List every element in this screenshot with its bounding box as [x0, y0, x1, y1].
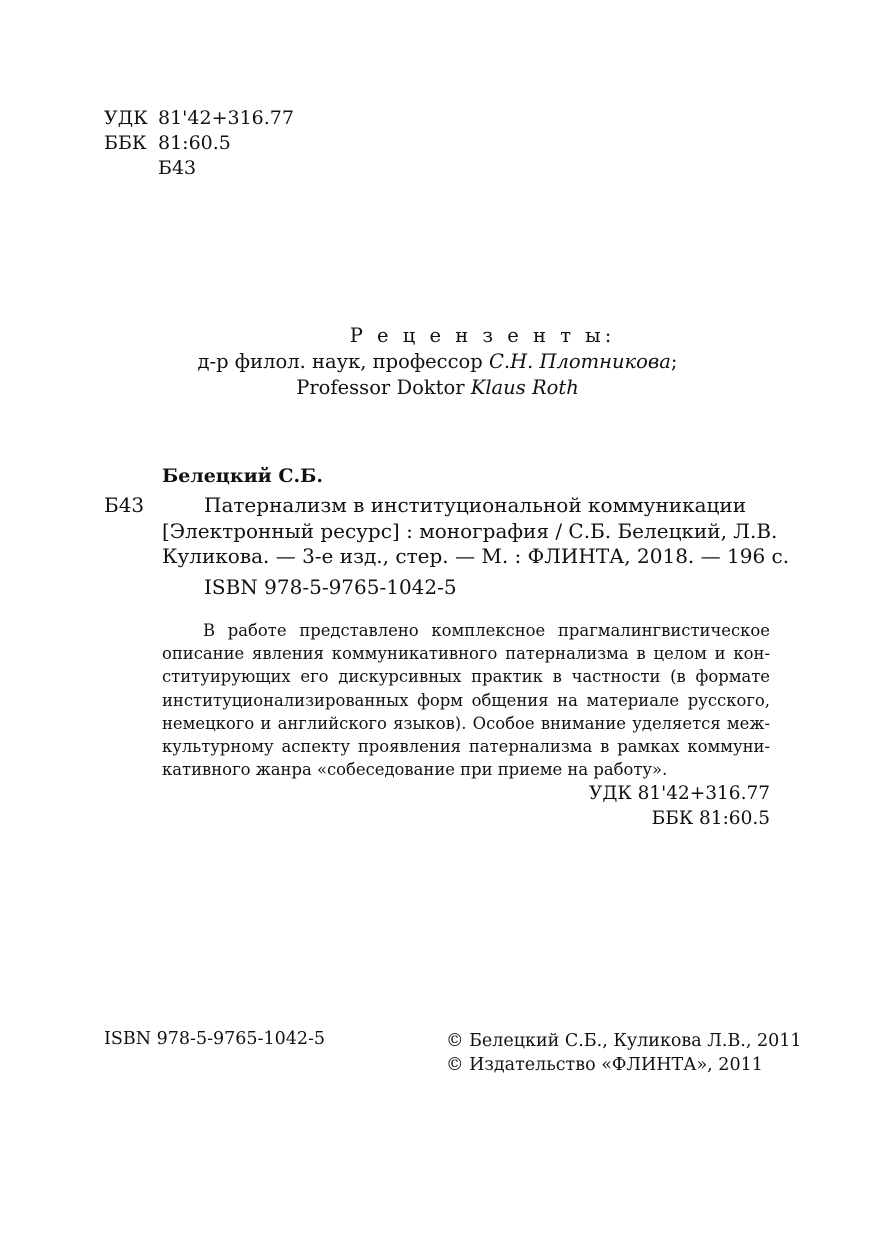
classification-block-bottom [589, 781, 770, 831]
reviewer-1 [0, 349, 875, 375]
copyright-publisher: © Издательство «ФЛИНТА», 2011 [446, 1055, 763, 1075]
abstract-line: ституирующих его дискурсивных практик в частности (в формате [162, 667, 770, 687]
record-line: Патернализм в институциональной коммуникации [204, 493, 747, 517]
abstract-line: институционализированных форм общения на материале русского, [162, 690, 770, 710]
copyright-block [446, 1029, 802, 1077]
footer-isbn: ISBN 978-5-9765-1042-5 [104, 1029, 326, 1049]
record-isbn: ISBN 978-5-9765-1042-5 [204, 575, 457, 599]
udk-row [104, 106, 294, 131]
reviewer-2-title: Professor Doktor [296, 376, 471, 399]
author-code: Б43 [158, 157, 197, 179]
bbk-label: ББК [104, 132, 147, 154]
classification-block-top [104, 106, 294, 181]
abstract [162, 619, 770, 781]
record-code: Б43 [104, 493, 145, 517]
reviewer-2 [0, 375, 875, 401]
udk-value: 81'42+316.77 [158, 107, 294, 129]
bbk-row [104, 131, 294, 156]
reviewers-heading: Р е ц е н з е н т ы: [349, 324, 616, 347]
reviewers-block [0, 323, 875, 401]
bbk-value: 81:60.5 [158, 132, 231, 154]
abstract-line: немецкого и английского языков). Особое внимание уделяется меж- [162, 713, 770, 733]
abstract-line: кативного жанра «собеседование при приеме на работу». [162, 760, 668, 780]
author-code-row [104, 156, 294, 181]
reviewer-1-suffix: ; [670, 350, 678, 373]
record-line: Куликова. — 3-е изд., стер. — М. : ФЛИНТА, 2018. — 196 с. [162, 544, 790, 568]
abstract-line: культурному аспекту проявления патернализма в рамках коммуни- [162, 737, 770, 757]
copyright-authors: © Белецкий С.Б., Куликова Л.В., 2011 [446, 1031, 802, 1051]
bbk-bottom: ББК 81:60.5 [651, 808, 770, 829]
udk-bottom: УДК 81'42+316.77 [588, 783, 770, 804]
abstract-line: описание явления коммуникативного патернализма в целом и кон- [162, 644, 770, 664]
reviewer-1-title: д-р филол. наук, профессор [197, 350, 489, 373]
record-line: [Электронный ресурс] : монография / С.Б. Белецкий, Л.В. [162, 518, 778, 543]
record-author: Белецкий С.Б. [162, 465, 323, 487]
reviewer-1-name: С.Н. Плотникова [488, 350, 671, 373]
record-description [162, 493, 790, 570]
reviewer-2-name: Klaus Roth [470, 376, 579, 399]
abstract-line: В работе представлено комплексное прагмалингвистическое [203, 621, 770, 640]
udk-label: УДК [104, 107, 148, 129]
